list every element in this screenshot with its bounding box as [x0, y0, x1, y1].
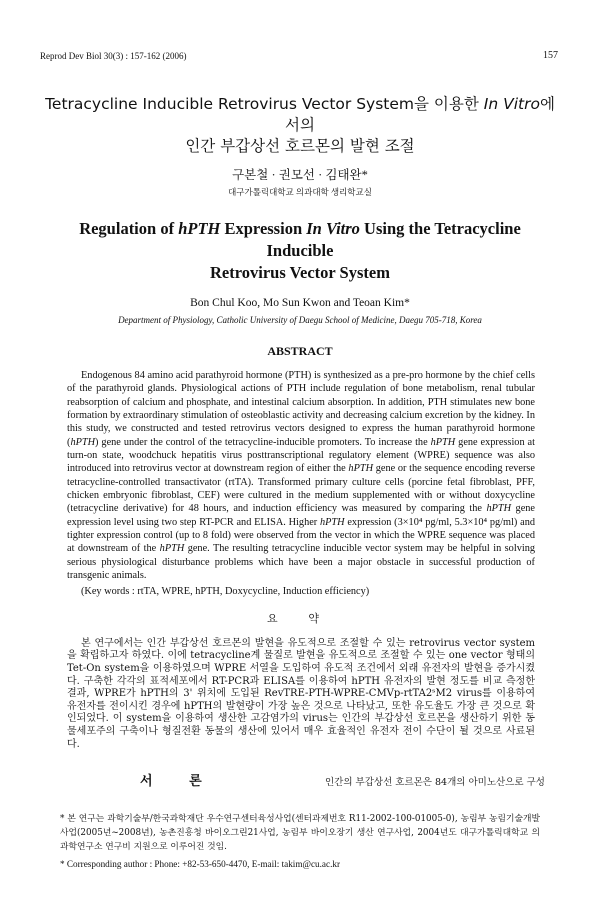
introduction-section — [40, 773, 560, 790]
korean-title — [40, 94, 560, 157]
department: Department of Physiology, Catholic University of Daegu School of Medicine, Daegu 705-718, Korea — [118, 315, 482, 325]
gene-name: hPTH — [348, 463, 374, 475]
korean-authors: 구본철 · 권모선 · 김태완* — [232, 168, 368, 182]
abstract-text: gene expression level using two step RT-PCR and ELISA. Higher — [67, 503, 535, 528]
gene-name: hPTH — [486, 503, 512, 515]
korean-abstract-heading: 요 약 — [266, 612, 333, 625]
abstract-text: gene. The resulting tetracycline inducible vector system may be helpful in solving serious physiological disturbance problems which have been a major obstacle in successful production of transgenic animals. — [67, 543, 535, 582]
keywords: (Key words : rtTA, WPRE, hPTH, Doxycycline, Induction efficiency) — [81, 585, 370, 597]
abstract-text: Endogenous 84 amino acid parathyroid hormone (PTH) is synthesized as a pre-pro hormone by the chief cells of the parathyroid glands. Physiological actions of PTH include regulation of bone metabolism, renal tubular reabsorption of calcium and phosphate, and intestinal calcium absorption. In addition, PTH stimulates new bone formation by extraordinary stimulation of osteoblastic activity and decreasing calcium excretion by the kidney. In this study, we constructed and tested retrovirus vectors designed to express the human parathyroid hormone ( — [67, 370, 535, 448]
title-invitro: In Vitro — [306, 219, 360, 238]
korean-title-italic: In Vitro — [483, 95, 540, 113]
korean-title-line2: 인간 부갑상선 호르몬의 발현 조절 — [185, 137, 415, 155]
title-part: Expression — [220, 219, 307, 238]
title-gene: hPTH — [178, 219, 221, 238]
gene-name: hPTH — [319, 516, 345, 528]
abstract-text: gene expression at turn-on state, woodchuck hepatitis virus posttranscriptional regulatory element (WPRE) sequence was also introduced into retrovirus vector at downstream region of either the — [67, 436, 535, 475]
page-number: 157 — [543, 50, 558, 61]
title-line2: Retrovirus Vector System — [210, 263, 390, 282]
korean-abstract-body — [67, 638, 535, 751]
abstract-paragraph — [67, 369, 535, 583]
intro-first-line: 인간의 부갑상선 호르몬은 84개의 아미노산으로 구성 — [325, 777, 545, 789]
gene-name: hPTH — [430, 436, 456, 448]
korean-title-text-end: 에서의 — [285, 95, 555, 134]
intro-heading: 서 론 — [140, 774, 218, 790]
journal-citation: Reprod Dev Biol 30(3) : 157-162 (2006) — [40, 51, 187, 61]
korean-abstract-paragraph: 본 연구에서는 인간 부갑상선 호르몬의 발현을 유도적으로 조절할 수 있는 retrovirus vector system을 확립하고자 하였다. 이에 tetracycline계 물질로 발현을 유도적으로 조절할 수 있는 one vector 형태의 Tet-On system을 이용하였으며 WPRE 서열을 도입하여 유도적 조건에서 외래 유전자의 발현을 증가시켰다. 구축한 각각의 표적세포에서 RT-PCR과 ELISA를 이용하여 hPTH 유전자의 발현 정도를 비교 측정한 결과, WPRE가 hPTH의 3' 위치에 도입된 RevTRE-PTH-WPRE-CMVp-rtTA2ˢM2 virus를 이용하여 유전자를 전이시킨 경우에 hPTH의 발현량이 가장 높은 것으로 나타났고, 또한 유도율도 가장 큰 것으로 확인되었다. 이 system을 이용하여 생산한 고감염가의 virus는 인간의 부갑상선 호르몬을 생산하기 위한 동물세포주의 구축이나 형질전환 동물의 생산에 있어서 매우 효율적인 유전자 전이 수단이 될 것으로 사료된다. — [67, 637, 535, 750]
english-title — [60, 218, 540, 284]
funding-footnote: * 본 연구는 과학기술부/한국과학재단 우수연구센터육성사업(센터과제번호 R11-2002-100-01005-0), 농림부 농림기술개발사업(2005년~2008년), 농촌진흥청 바이오그린21사업, 농림부 바이오장기 생산 연구사업, 2004년도 대구가톨릭대학교 의과학연구소 연구비 지원으로 이루어진 것임. — [60, 814, 540, 853]
abstract-text: gene or the sequence encoding reverse tetracycline-controlled transactivator (rtTA). Transformed primary culture cells (porcine fetal fibroblast, PFF, chicken embryonic fibroblast, CEF) were cultured in the medium supplemented with or without doxycycline (tetracycline derivative) for 48 hours, and induction efficiency was measured by comparing the — [67, 463, 535, 515]
english-authors: Bon Chul Koo, Mo Sun Kwon and Teoan Kim* — [190, 297, 410, 309]
title-part: Regulation of — [79, 219, 179, 238]
running-header — [40, 50, 560, 62]
abstract-heading: ABSTRACT — [267, 344, 333, 358]
gene-name: hPTH — [159, 543, 185, 555]
abstract-body — [67, 369, 535, 583]
abstract-text: expression (3×10⁴ pg/ml, 5.3×10⁴ pg/ml) and tighter expression control (up to 8 fold) were observed from the vector in which the WPRE sequence was placed at downstream of the — [67, 516, 535, 555]
gene-name: hPTH — [70, 436, 96, 448]
corresponding-author: * Corresponding author : Phone: +82-53-650-4470, E-mail: takim@cu.ac.kr — [60, 859, 341, 870]
abstract-text: ) gene under the control of the tetracycline-inducible promoters. To increase the — [95, 436, 431, 448]
korean-affiliation: 대구가톨릭대학교 의과대학 생리학교실 — [228, 187, 372, 197]
title-part: Using the Tetracycline Inducible — [266, 219, 521, 260]
korean-title-text: Tetracycline Inducible Retrovirus Vector System을 이용한 — [45, 95, 484, 113]
